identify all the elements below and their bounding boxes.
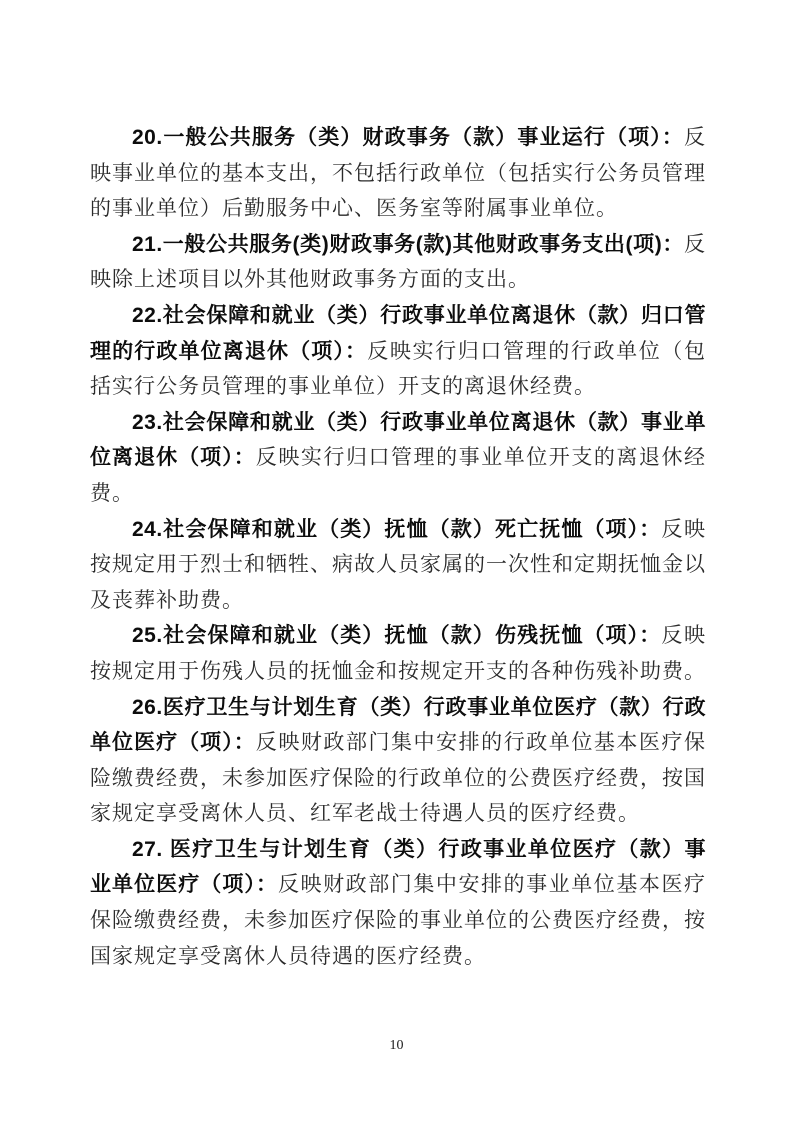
paragraph-item-25	[90, 618, 706, 689]
page-number: 10	[389, 1038, 404, 1053]
paragraph-item-26	[90, 690, 706, 832]
paragraph-body-26: 反映财政部门集中安排的行政单位基本医疗保险缴费经费，未参加医疗保险的行政单位的公费医疗经费，按国家规定享受离休人员、红军老战士待遇人员的医疗经费。	[90, 730, 706, 826]
paragraph-item-21	[90, 227, 706, 298]
paragraph-heading-24: 24.社会保障和就业（类）抚恤（款）死亡抚恤（项）：	[132, 517, 662, 541]
paragraph-heading-22: 22.社会保障和就业（类）行政事业单位离退休（款）归口管理的行政单位离退休（项）：	[90, 303, 706, 363]
paragraph-heading-27: 27. 医疗卫生与计划生育（类）行政事业单位医疗（款）事业单位医疗（项）：	[90, 837, 706, 897]
paragraph-heading-21: 21.一般公共服务(类)财政事务(款)其他财政事务支出(项)：	[132, 232, 684, 256]
paragraph-body-25: 反映按规定用于伤残人员的抚恤金和按规定开支的各种伤残补助费。	[90, 623, 707, 683]
paragraph-heading-26: 26.医疗卫生与计划生育（类）行政事业单位医疗（款）行政单位医疗（项）：	[90, 695, 706, 755]
paragraph-heading-20: 20.一般公共服务（类）财政事务（款）事业运行（项）：	[132, 126, 684, 149]
paragraph-body-27: 反映财政部门集中安排的事业单位基本医疗保险缴费经费，未参加医疗保险的事业单位的公费医疗经费，按国家规定享受离休人员待遇的医疗经费。	[90, 872, 706, 968]
paragraph-item-23	[90, 405, 706, 512]
paragraph-body-21: 反映除上述项目以外其他财政事务方面的支出。	[90, 231, 706, 292]
paragraph-heading-23: 23.社会保障和就业（类）行政事业单位离退休（款）事业单位离退休（项）：	[90, 410, 706, 470]
paragraph-item-24	[90, 512, 706, 619]
paragraph-body-20: 反映事业单位的基本支出，不包括行政单位（包括实行公务员管理的事业单位）后勤服务中心、医务室等附属事业单位。	[90, 125, 706, 221]
paragraph-item-22	[90, 298, 706, 405]
paragraph-body-24: 反映按规定用于烈士和牺牲、病故人员家属的一次性和定期抚恤金以及丧葬补助费。	[90, 516, 707, 612]
paragraph-heading-25: 25.社会保障和就业（类）抚恤（款）伤残抚恤（项）：	[132, 624, 662, 648]
paragraph-item-20	[90, 120, 706, 227]
paragraph-body-22: 反映实行归口管理的行政单位（包括实行公务员管理的事业单位）开支的离退休经费。	[90, 338, 707, 399]
page-footer	[0, 1036, 793, 1054]
document-body	[90, 120, 706, 974]
paragraph-item-27	[90, 832, 706, 974]
paragraph-body-23: 反映实行归口管理的事业单位开支的离退休经费。	[90, 445, 706, 505]
